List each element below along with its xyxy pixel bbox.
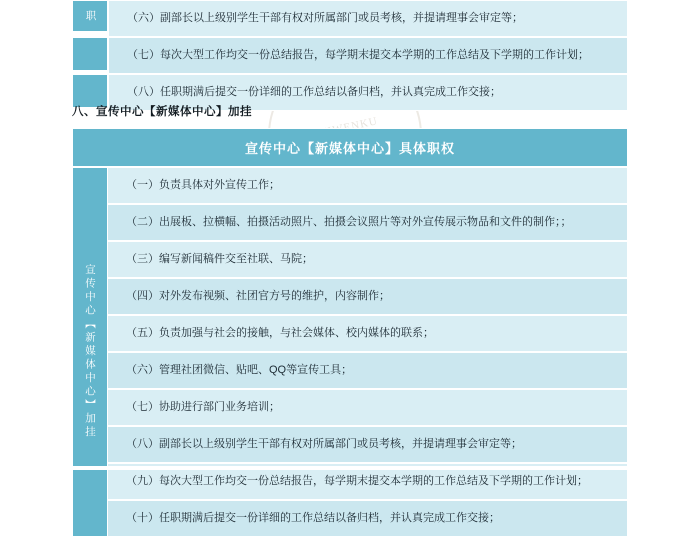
table-cell: （二）出展板、拉横幅、拍摄活动照片、拍摄会议照片等对外宣传展示物品和文件的制作；；: [108, 204, 628, 241]
top-table: [72, 0, 628, 111]
table-cell: （一）负责具体对外宣传工作；: [108, 167, 628, 204]
table-cell: （七）协助进行部门业务培训；: [108, 389, 628, 426]
top-table-side-spacer: [72, 37, 108, 71]
table-cell: （四）对外发布视频、社团官方号的维护，内容制作；: [108, 278, 628, 315]
table-cell: （九）每次大型工作均交一份总结报告，每学期末提交本学期的工作总结及下学期的工作计划；: [108, 463, 628, 500]
top-table-side-label-text: 职: [84, 9, 97, 23]
table-cell: （八）副部长以上级别学生干部有权对所属部门或员考核，并提请理事会审定等；: [108, 426, 628, 463]
table-cell: （五）负责加强与社会的接触，与社会媒体、校内媒体的联系；: [108, 315, 628, 352]
page-bottom-clip: [0, 466, 700, 470]
table-cell: （七）每次大型工作均交一份总结报告，每学期末提交本学期的工作总结及下学期的工作计划；: [108, 37, 628, 74]
top-table-side-label: [72, 0, 108, 32]
main-table-rows: [108, 167, 628, 537]
table-cell: （十）任职期满后提交一份详细的工作总结以备归档，并认真完成工作交接；: [108, 500, 628, 537]
section-heading: 八、宣传中心【新媒体中心】加挂: [72, 106, 252, 118]
table-cell: （六）管理社团微信、贴吧、QQ等宣传工具；: [108, 352, 628, 389]
main-table-side-label: [72, 167, 108, 537]
table-cell: （六）副部长以上级别学生干部有权对所属部门或员考核，并提请理事会审定等；: [108, 0, 628, 37]
table-cell: （八）任职期满后提交一份详细的工作总结以备归档，并认真完成工作交接；: [108, 74, 628, 111]
table-row: [72, 0, 628, 37]
main-table-title: 宣传中心【新媒体中心】具体职权: [72, 128, 628, 167]
main-table-body: [72, 167, 628, 537]
main-table-side-label-text: 宣传中心【新媒体中心】加挂: [84, 264, 96, 440]
table-row: [72, 37, 628, 74]
table-cell: （三）编写新闻稿件交至社联、马院；: [108, 241, 628, 278]
main-table: [72, 128, 628, 537]
